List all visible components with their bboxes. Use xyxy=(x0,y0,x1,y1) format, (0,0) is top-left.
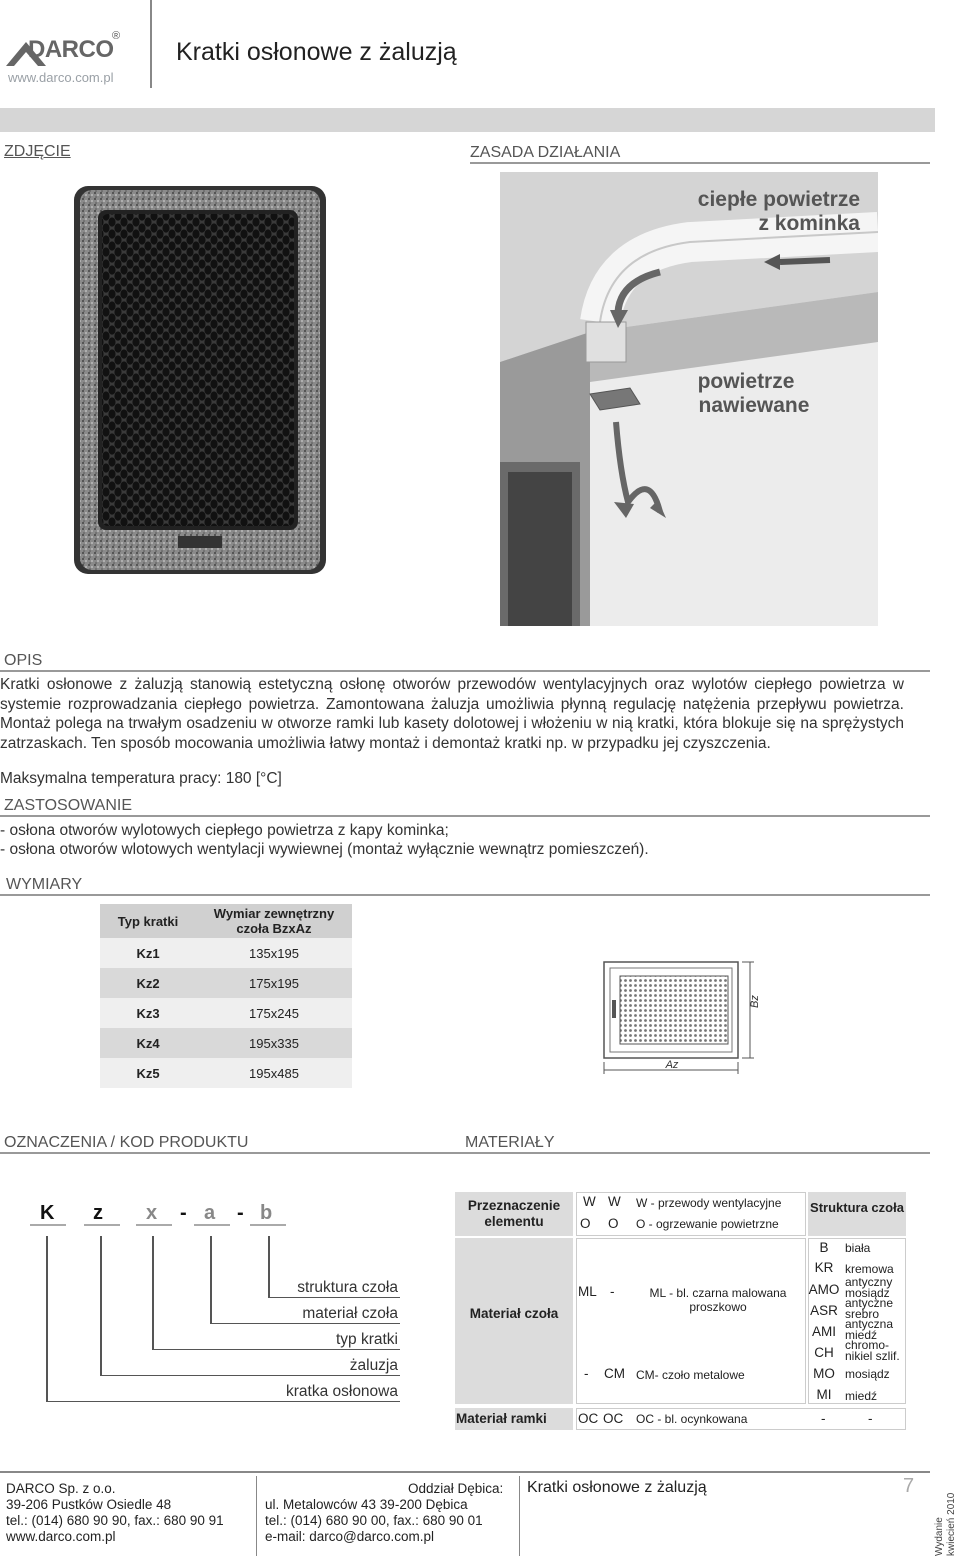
face-code-a: ML xyxy=(578,1284,597,1299)
structure-name: chromo-nikiel szlif. xyxy=(845,1338,900,1363)
table-row xyxy=(100,1058,352,1088)
code-underline xyxy=(30,1224,66,1226)
legend-connector xyxy=(100,1375,400,1376)
dimensions-type-cell: Kz2 xyxy=(100,968,196,998)
dimensions-size-cell: 175x245 xyxy=(196,998,352,1028)
edition-line-1: Wydanie xyxy=(934,1517,945,1556)
purpose-desc: O - ogrzewanie powietrzne xyxy=(636,1217,779,1231)
max-temperature: Maksymalna temperatura pracy: 180 [°C] xyxy=(0,770,282,787)
page-title: Kratki osłonowe z żaluzją xyxy=(176,38,457,66)
frame-structure-b: - xyxy=(868,1411,873,1426)
face-code-b: - xyxy=(610,1284,615,1299)
purpose-desc: W - przewody wentylacyjne xyxy=(636,1196,782,1210)
table-row xyxy=(100,938,352,968)
structure-name: mosiądz xyxy=(845,1367,890,1381)
codes-underline xyxy=(0,1152,930,1154)
legend-grille: kratka osłonowa xyxy=(285,1383,398,1400)
dimensions-type-cell: Kz1 xyxy=(100,938,196,968)
face-desc: CM- czoło metalowe xyxy=(636,1368,745,1382)
materials-face-label: Materiał czoła xyxy=(469,1306,559,1321)
frame-structure-a: - xyxy=(821,1411,826,1426)
footer-address: 39-206 Pustków Osiedle 48 xyxy=(6,1497,172,1512)
legend-material: materiał czoła xyxy=(302,1305,398,1322)
legend-connector xyxy=(46,1236,48,1402)
structure-code: AMO xyxy=(808,1282,840,1297)
table-row xyxy=(100,1028,352,1058)
code-underline xyxy=(84,1224,120,1226)
scheme-label-out-2: nawiewane xyxy=(698,394,810,417)
dimensions-col-type: Typ kratki xyxy=(100,904,196,938)
purpose-code-b: O xyxy=(608,1216,619,1231)
section-materials-heading: MATERIAŁY xyxy=(465,1134,555,1151)
application-item: - osłona otworów wlotowych wentylacji wywiewnej (montaż wyłącznie wewnątrz pomieszczeń). xyxy=(0,841,649,858)
structure-name: kremowa xyxy=(845,1262,894,1276)
header-divider xyxy=(150,0,152,88)
section-principle-heading: ZASADA DZIAŁANIA xyxy=(470,144,621,161)
footer-branch-email[interactable]: e-mail: darco@darco.com.pl xyxy=(265,1529,435,1544)
dimensions-col-size xyxy=(196,904,352,938)
table-row xyxy=(100,998,352,1028)
structure-name: miedź xyxy=(845,1389,878,1403)
edition-note xyxy=(928,1476,958,1558)
code-underline xyxy=(136,1224,172,1226)
logo-brand: DARCO xyxy=(28,36,114,63)
logo-registered-mark: ® xyxy=(112,30,121,42)
working-principle-scheme xyxy=(500,172,878,626)
code-letter-b: b xyxy=(260,1202,273,1224)
footer-separator xyxy=(519,1476,520,1556)
structure-code: CH xyxy=(814,1345,834,1360)
structure-code: AMI xyxy=(811,1324,836,1339)
section-codes-heading: OZNACZENIA / KOD PRODUKTU xyxy=(4,1134,249,1151)
legend-louvre: żaluzja xyxy=(349,1357,398,1374)
dimensions-col-size-line1: Wymiar zewnętrzny xyxy=(213,906,335,921)
dimensions-header-row xyxy=(100,904,352,938)
code-letter-a: a xyxy=(204,1202,216,1224)
frame-code-a: OC xyxy=(578,1411,599,1426)
footer-divider xyxy=(0,1471,930,1473)
drawing-label-az: Az xyxy=(665,1059,679,1071)
section-application-heading: ZASTOSOWANIE xyxy=(4,797,133,814)
structure-code: B xyxy=(819,1240,829,1255)
structure-code: MI xyxy=(816,1387,832,1402)
logo-url: www.darco.com.pl xyxy=(8,70,114,85)
dimensions-size-cell: 175x195 xyxy=(196,968,352,998)
code-letter-z: z xyxy=(93,1202,103,1224)
legend-connector xyxy=(152,1349,400,1350)
footer-website[interactable]: www.darco.com.pl xyxy=(6,1529,116,1544)
application-underline xyxy=(0,815,930,817)
frame-grid xyxy=(576,1408,906,1430)
structure-code: ASR xyxy=(810,1303,838,1318)
section-description-heading: OPIS xyxy=(4,652,43,669)
legend-structure: struktura czoła xyxy=(297,1279,398,1296)
code-underline xyxy=(194,1224,230,1226)
dimensions-type-cell: Kz4 xyxy=(100,1028,196,1058)
legend-connector xyxy=(268,1297,400,1298)
structure-name: antyczny mosiądz xyxy=(845,1275,893,1300)
footer-branch-phone: tel.: (014) 680 90 00, fax.: 680 90 01 xyxy=(265,1513,483,1528)
structure-name: antyczna miedź xyxy=(845,1317,894,1342)
drawing-label-bz: Bz xyxy=(749,995,761,1008)
materials-frame-label: Materiał ramki xyxy=(456,1411,547,1426)
darco-logo xyxy=(0,10,130,90)
code-dash: - xyxy=(237,1202,244,1224)
legend-connector xyxy=(210,1236,212,1324)
purpose-code-a: W xyxy=(583,1194,596,1209)
materials-purpose-label: Przeznaczenie elementu xyxy=(467,1198,561,1229)
legend-connector xyxy=(152,1236,154,1350)
header-band xyxy=(0,108,935,132)
frame-code-b: OC xyxy=(603,1411,624,1426)
structure-name: antyczne srebro xyxy=(845,1296,894,1321)
dimensions-type-cell: Kz3 xyxy=(100,998,196,1028)
application-item: - osłona otworów wylotowych ciepłego powietrza z kapy kominka; xyxy=(0,822,449,839)
purpose-code-b: W xyxy=(608,1194,621,1209)
footer-title: Kratki osłonowe z żaluzją xyxy=(527,1479,707,1496)
scheme-label-out-1: powietrze xyxy=(697,370,795,393)
table-row xyxy=(100,968,352,998)
structure-code: KR xyxy=(814,1260,834,1275)
scheme-label-warm-1: ciepłe powietrze xyxy=(697,188,860,211)
grille-photo xyxy=(70,180,350,580)
dimensions-size-cell: 135x195 xyxy=(196,938,352,968)
principle-underline xyxy=(470,162,930,164)
dimensions-col-size-line2: czoła BzxAz xyxy=(236,921,312,936)
dimensions-size-cell: 195x335 xyxy=(196,1028,352,1058)
section-dimensions-heading: WYMIARY xyxy=(6,876,83,893)
dimensions-type-cell: Kz5 xyxy=(100,1058,196,1088)
structure-code: MO xyxy=(813,1366,835,1381)
legend-type: typ kratki xyxy=(335,1331,398,1348)
footer-separator xyxy=(256,1476,257,1556)
page-number: 7 xyxy=(903,1475,915,1497)
legend-connector xyxy=(100,1236,102,1376)
footer-branch: Oddział Dębica: xyxy=(408,1481,504,1496)
structure-header-label: Struktura czoła xyxy=(810,1200,904,1215)
dimensions-underline xyxy=(0,894,930,896)
face-desc: ML - bl. czarna malowana proszkowo xyxy=(649,1286,787,1314)
dimension-drawing xyxy=(598,958,778,1080)
description-underline xyxy=(0,670,930,672)
code-letter-k: K xyxy=(40,1202,55,1224)
code-letter-x: x xyxy=(146,1202,158,1224)
purpose-grid xyxy=(576,1192,806,1236)
code-underline xyxy=(250,1224,286,1226)
legend-connector xyxy=(210,1323,400,1324)
section-photo-heading: ZDJĘCIE xyxy=(4,143,71,160)
dimensions-table xyxy=(100,904,352,1088)
scheme-label-warm-2: z kominka xyxy=(758,212,860,235)
frame-desc: OC - bl. ocynkowana xyxy=(636,1412,748,1426)
description-text: Kratki osłonowe z żaluzją stanowią estetyczną osłonę otworów przewodów wentylacyjnych oraz wylotów ciepłego powietrza w systemie rozprowadzania ciepłego powietrza. Zamontowana żaluzja umożliwia płynną regulację natężenia przepływu powietrza. Montaż polega na trwałym osadzeniu w otworze ramki lub kasety dolotowej i włożeniu w nią kratki, która blokuje się na sprężystych zatrzaskach. Ten sposób mocowania umożliwia łatwy montaż i demontaż kratki np. w przypadku jej czyszczenia. xyxy=(0,676,904,752)
dimensions-size-cell: 195x485 xyxy=(196,1058,352,1088)
footer-phone: tel.: (014) 680 90 90, fax.: 680 90 91 xyxy=(6,1513,224,1528)
face-code-b: CM xyxy=(604,1366,625,1381)
code-dash: - xyxy=(180,1202,187,1224)
footer-branch-address: ul. Metalowców 43 39-200 Dębica xyxy=(265,1497,468,1512)
footer-company: DARCO Sp. z o.o. xyxy=(6,1481,116,1496)
edition-line-2: kwiecień 2010 xyxy=(946,1492,957,1556)
legend-connector xyxy=(46,1401,400,1402)
structure-name: biała xyxy=(845,1241,871,1255)
purpose-code-a: O xyxy=(580,1216,591,1231)
face-code-a: - xyxy=(584,1366,589,1381)
